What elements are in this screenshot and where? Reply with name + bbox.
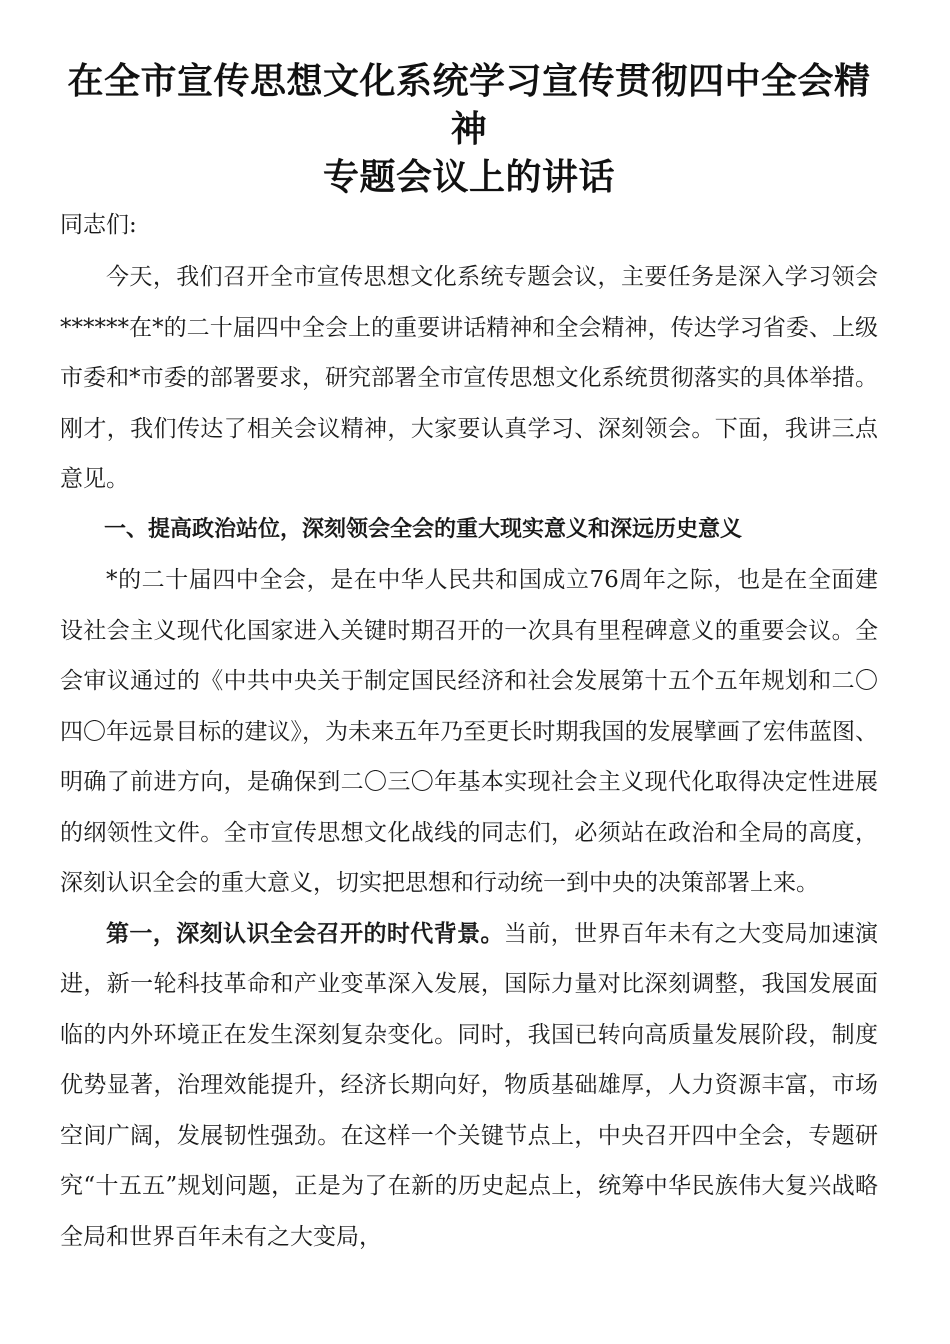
document-page <box>60 58 878 1262</box>
section-heading-1: 一、提高政治站位，深刻领会全会的重大现实意义和深远历史意义 <box>104 516 743 542</box>
section-1-paragraph: *的二十届四中全会，是在中华人民共和国成立76周年之际，也是在全面建设社会主义现代化国家进入关键时期召开的一次具有里程碑意义的重要会议。全会审议通过的《中共中央关于制定国民经济和社会发展第十五个五年规划和二〇四〇年远景目标的建议》，为未来五年乃至更长时期我国的发展擘画了宏伟蓝图、明确了前进方向，是确保到二〇三〇年基本实现社会主义现代化取得决定性进展的纲领性文件。全市宣传思想文化战线的同志们，必须站在政治和全局的高度，深刻认识全会的重大意义，切实把思想和行动统一到中央的决策部署上来。 <box>60 567 878 896</box>
document-title <box>60 58 878 202</box>
point-1-body: 当前，世界百年未有之大变局加速演进，新一轮科技革命和产业变革深入发展，国际力量对比深刻调整，我国发展面临的内外环境正在发生深刻复杂变化。同时，我国已转向高质量发展阶段，制度优势显著，治理效能提升，经济长期向好，物质基础雄厚，人力资源丰富，市场空间广阔，发展韧性强劲。在这样一个关键节点上，中央召开四中全会，专题研究“十五五”规划问题，正是为了在新的历史起点上，统筹中华民族伟大复兴战略全局和世界百年未有之大变局， <box>60 920 878 1250</box>
intro-paragraph: 今天，我们召开全市宣传思想文化系统专题会议，主要任务是深入学习领会******在*的二十届四中全会上的重要讲话精神和全会精神，传达学习省委、上级市委和*市委的部署要求，研究部署全市宣传思想文化系统贯彻落实的具体举措。刚才，我们传达了相关会议精神，大家要认真学习、深刻领会。下面，我讲三点意见。 <box>60 264 878 492</box>
salutation: 同志们: <box>60 212 137 238</box>
title-line-2: 专题会议上的讲话 <box>322 157 615 198</box>
point-1-paragraph <box>60 909 878 1263</box>
point-1-lead: 第一，深刻认识全会召开的时代背景。 <box>106 920 504 947</box>
title-line-1: 在全市宣传思想文化系统学习宣传贯彻四中全会精神 <box>67 61 871 150</box>
